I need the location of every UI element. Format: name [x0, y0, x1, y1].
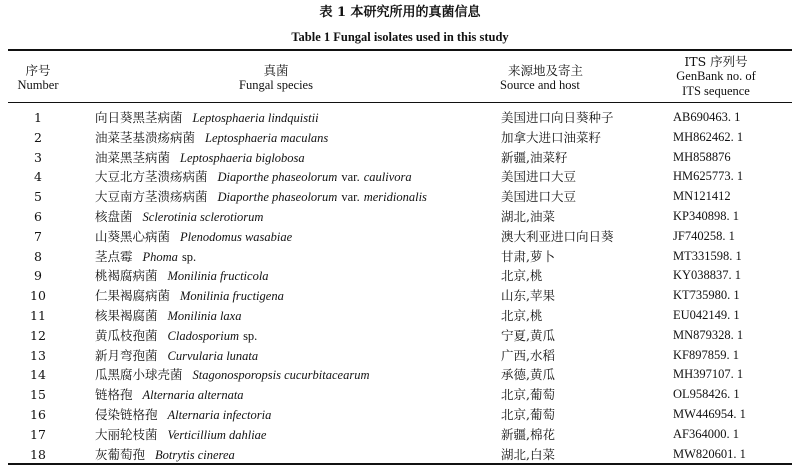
fungus-latin-name: Alternaria alternata: [142, 388, 244, 403]
cell-fungal-species: [95, 108, 319, 129]
cell-fungal-species: [95, 227, 292, 248]
header-number-en: Number: [17, 78, 59, 92]
cell-source-host: 北京,桃: [501, 307, 543, 323]
cell-its-accession: HM625773. 1: [673, 169, 744, 184]
cell-fungal-species: [95, 247, 196, 268]
cell-number: 3: [34, 149, 42, 165]
cell-source-host: 北京,葡萄: [501, 387, 555, 403]
cell-its-accession: MH862462. 1: [673, 129, 744, 144]
cell-its-accession: MN121412: [673, 189, 731, 204]
fungus-latin-name: Plenodomus wasabiae: [180, 229, 293, 244]
cell-fungal-species: [95, 187, 427, 208]
fungus-qualifier: sp.: [181, 249, 197, 264]
fungus-chinese-name: 大丽轮枝菌: [95, 426, 158, 442]
cell-its-accession: MW820601. 1: [673, 446, 746, 461]
cell-fungal-species: [95, 266, 269, 287]
fungus-chinese-name: 茎点霉: [95, 248, 133, 264]
cell-source-host: 甘肃,萝卜: [501, 248, 555, 264]
fungus-latin-name: Alternaria infectoria: [167, 407, 272, 422]
fungus-chinese-name: 核盘菌: [95, 208, 133, 224]
cell-its-accession: EU042149. 1: [673, 307, 740, 322]
fungus-latin-name: Phoma: [142, 249, 178, 264]
cell-number: 1: [34, 110, 42, 125]
cell-fungal-species: [95, 405, 271, 426]
fungus-qualifier: sp.: [243, 328, 258, 343]
fungus-chinese-name: 核果褐腐菌: [95, 307, 158, 323]
cell-source-host: 澳大利亚进口向日葵: [501, 228, 614, 244]
table-row: [0, 326, 800, 346]
fungus-chinese-name: 瓜黑腐小球壳菌: [95, 367, 183, 383]
table-row: [0, 286, 800, 306]
fungus-latin-name: Curvularia lunata: [167, 348, 259, 363]
cell-number: 13: [30, 347, 46, 363]
cell-number: 12: [30, 327, 46, 343]
header-its-cn: ITS 序列号: [684, 54, 748, 69]
cell-number: 14: [30, 367, 46, 383]
table-row: [0, 425, 800, 445]
fungus-chinese-name: 仁果褐腐病菌: [95, 288, 171, 304]
cell-source-host: 宁夏,黄瓜: [501, 327, 555, 343]
cell-its-accession: MN879328. 1: [673, 327, 744, 342]
table-row: [0, 385, 800, 405]
table-row: [0, 445, 800, 465]
cell-source-host: 美国进口向日葵种子: [501, 110, 614, 125]
fungus-variety-name: meridionalis: [363, 190, 427, 205]
cell-its-accession: JF740258. 1: [673, 228, 735, 243]
fungus-chinese-name: 链格孢: [95, 387, 133, 403]
cell-its-accession: MT331598. 1: [673, 248, 742, 263]
cell-source-host: 山东,苹果: [501, 288, 555, 304]
cell-source-host: 湖北,油菜: [501, 208, 555, 224]
fungus-latin-name: Diaporthe phaseolorum: [217, 190, 338, 205]
cell-its-accession: KY038837. 1: [673, 268, 742, 283]
cell-its-accession: AB690463. 1: [673, 110, 741, 124]
fungus-latin-name: Sclerotinia sclerotiorum: [142, 209, 264, 224]
table-row: [0, 167, 800, 187]
cell-its-accession: MH858876: [673, 149, 731, 164]
cell-its-accession: MH397107. 1: [673, 367, 744, 382]
cell-source-host: 美国进口大豆: [501, 169, 577, 185]
table-row: [0, 405, 800, 425]
fungus-qualifier: var.: [341, 170, 360, 185]
cell-number: 10: [30, 288, 46, 304]
fungus-chinese-name: 侵染链格孢: [95, 406, 158, 422]
header-fungal-cn: 真菌: [263, 63, 289, 78]
fungus-chinese-name: 向日葵黑茎病菌: [95, 110, 183, 125]
cell-fungal-species: [95, 148, 305, 169]
fungus-latin-name: Stagonosporopsis cucurbitacearum: [192, 368, 370, 383]
table-row: [0, 247, 800, 267]
cell-number: 5: [34, 189, 42, 205]
fungus-chinese-name: 大豆南方茎溃疡病菌: [95, 189, 208, 205]
cell-fungal-species: [95, 128, 328, 149]
cell-source-host: 美国进口大豆: [501, 189, 577, 205]
cell-number: 8: [34, 248, 42, 264]
header-fungal-en: Fungal species: [239, 78, 313, 92]
cell-number: 2: [34, 129, 42, 145]
cell-its-accession: OL958426. 1: [673, 387, 740, 402]
header-its-en2: ITS sequence: [682, 84, 750, 98]
fungus-chinese-name: 油菜茎基溃疡病菌: [95, 129, 196, 145]
cell-its-accession: KP340898. 1: [673, 208, 739, 223]
fungus-chinese-name: 灰葡萄孢: [95, 446, 146, 462]
fungus-latin-name: Diaporthe phaseolorum: [217, 170, 338, 185]
cell-its-accession: KT735980. 1: [673, 288, 740, 303]
fungus-latin-name: Leptosphaeria maculans: [205, 130, 329, 145]
fungus-chinese-name: 山葵黑心病菌: [95, 228, 171, 244]
fungus-latin-name: Botrytis cinerea: [155, 447, 235, 462]
cell-fungal-species: [95, 346, 258, 367]
top-rule: [8, 49, 792, 51]
cell-fungal-species: [95, 306, 241, 327]
fungus-latin-name: Monilinia fructigena: [180, 289, 284, 304]
cell-number: 16: [30, 406, 46, 422]
cell-source-host: 新疆,油菜籽: [501, 149, 568, 165]
cell-fungal-species: [95, 365, 369, 386]
fungus-chinese-name: 新月弯孢菌: [95, 347, 158, 363]
fungus-latin-name: Leptosphaeria lindquistii: [192, 111, 319, 125]
cell-number: 17: [30, 426, 46, 442]
table-row: [0, 346, 800, 366]
fungus-latin-name: Verticillium dahliae: [167, 427, 267, 442]
cell-fungal-species: [95, 286, 284, 307]
fungus-chinese-name: 黄瓜枝孢菌: [95, 327, 158, 343]
fungus-latin-name: Monilinia fructicola: [167, 269, 269, 284]
table-row: [0, 227, 800, 247]
table-row: [0, 187, 800, 207]
fungus-chinese-name: 大豆北方茎溃疡病菌: [95, 169, 208, 185]
header-source: [500, 63, 630, 93]
cell-fungal-species: [95, 385, 244, 406]
fungus-chinese-name: 油菜黑茎病菌: [95, 149, 171, 165]
header-number: [8, 63, 68, 93]
table-row: [0, 266, 800, 286]
bottom-rule: [8, 463, 792, 465]
cell-source-host: 加拿大进口油菜籽: [501, 129, 602, 145]
header-its: [656, 54, 776, 99]
table-row: [0, 306, 800, 326]
cell-source-host: 北京,葡萄: [501, 406, 555, 422]
cell-its-accession: MW446954. 1: [673, 406, 746, 421]
header-source-cn: 来源地及寄主: [508, 63, 584, 78]
fungus-qualifier: var.: [341, 190, 360, 205]
cell-its-accession: AF364000. 1: [673, 426, 739, 441]
header-number-cn: 序号: [25, 63, 51, 78]
header-source-en: Source and host: [500, 78, 580, 92]
cell-its-accession: KF897859. 1: [673, 347, 739, 362]
cell-source-host: 新疆,棉花: [501, 426, 555, 442]
caption-chinese: 表 1 本研究所用的真菌信息: [319, 5, 481, 20]
header-its-en1: GenBank no. of: [676, 69, 756, 83]
cell-source-host: 广西,水稻: [501, 347, 555, 363]
table-row: [0, 365, 800, 385]
header-rule: [8, 102, 792, 103]
header-fungal: [86, 63, 466, 93]
cell-fungal-species: [95, 207, 263, 228]
fungus-variety-name: caulivora: [363, 170, 412, 185]
table-body: [0, 108, 800, 464]
fungus-latin-name: Leptosphaeria biglobosa: [180, 150, 305, 165]
caption-english: Table 1 Fungal isolates used in this study: [291, 30, 509, 44]
cell-number: 9: [34, 268, 42, 284]
cell-number: 7: [34, 228, 42, 244]
fungus-latin-name: Monilinia laxa: [167, 308, 242, 323]
fungus-latin-name: Cladosporium: [167, 328, 240, 343]
table-row: [0, 128, 800, 148]
cell-number: 6: [34, 208, 42, 224]
cell-fungal-species: [95, 425, 266, 446]
table-row: [0, 108, 800, 128]
table-row: [0, 148, 800, 168]
cell-number: 4: [34, 169, 42, 185]
cell-fungal-species: [95, 167, 412, 188]
table-row: [0, 207, 800, 227]
cell-source-host: 承德,黄瓜: [501, 367, 555, 383]
fungus-chinese-name: 桃褐腐病菌: [95, 268, 158, 284]
cell-source-host: 北京,桃: [501, 268, 543, 284]
cell-number: 11: [30, 307, 46, 323]
cell-number: 15: [30, 387, 46, 403]
cell-number: 18: [30, 446, 46, 462]
cell-source-host: 湖北,白菜: [501, 446, 555, 462]
cell-fungal-species: [95, 326, 257, 347]
